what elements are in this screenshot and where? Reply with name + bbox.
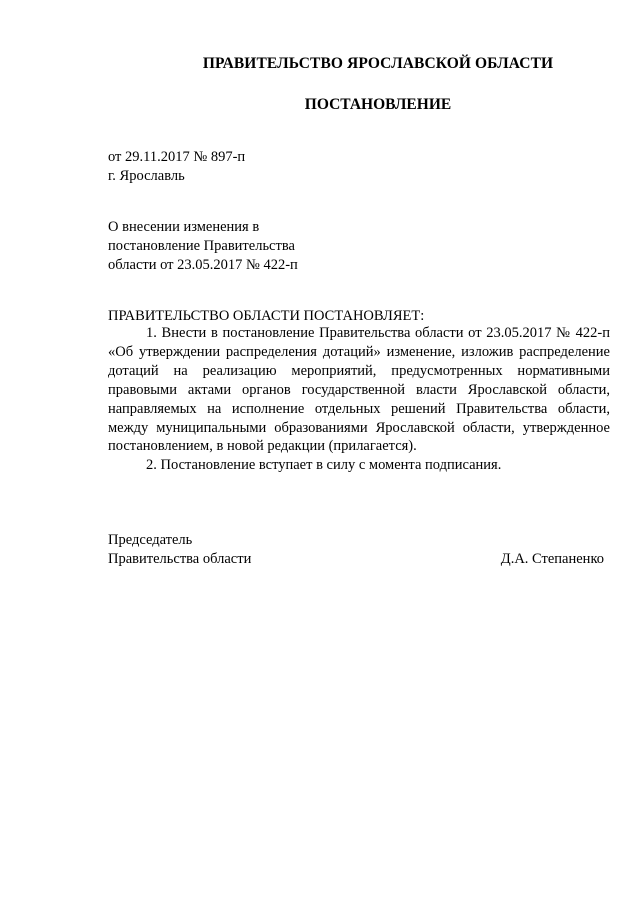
signer-name: Д.А. Степаненко	[500, 551, 604, 567]
signer-title-line-2: Правительства области	[108, 551, 252, 567]
city: г. Ярославль	[108, 168, 185, 184]
document-type-title: ПОСТАНОВЛЕНИЕ	[304, 96, 452, 113]
decree-item-2: 2. Постановление вступает в силу с момента подписания.	[146, 457, 502, 474]
signature-block	[108, 531, 604, 569]
decree-item-1: 1. Внести в постановление Правительства области от 23.05.2017 № 422-п «Об утверждении распределения дотаций» изменение, изложив распределение дотаций на реализацию мероприятий, предусмотренных нормативными правовыми актами органов государственной власти Ярославской области, направляемых на исполнение отдельных решений Правительства области, между муниципальными образованиями Ярославской области, утвержденное постановлением, в новой редакции (прилагается).	[108, 325, 610, 455]
decree-body	[108, 324, 610, 475]
date-number: от 29.11.2017 № 897-п	[108, 149, 246, 165]
organization-title: ПРАВИТЕЛЬСТВО ЯРОСЛАВСКОЙ ОБЛАСТИ	[202, 55, 554, 72]
decree-heading: ПРАВИТЕЛЬСТВО ОБЛАСТИ ПОСТАНОВЛЯЕТ:	[108, 308, 425, 324]
document-subject	[108, 218, 298, 275]
subject-line-2: постановление Правительства	[108, 238, 295, 254]
document-meta	[108, 148, 245, 186]
subject-line-3: области от 23.05.2017 № 422-п	[108, 257, 298, 273]
signer-title-line-1: Председатель	[108, 532, 193, 548]
subject-line-1: О внесении изменения в	[108, 219, 260, 235]
